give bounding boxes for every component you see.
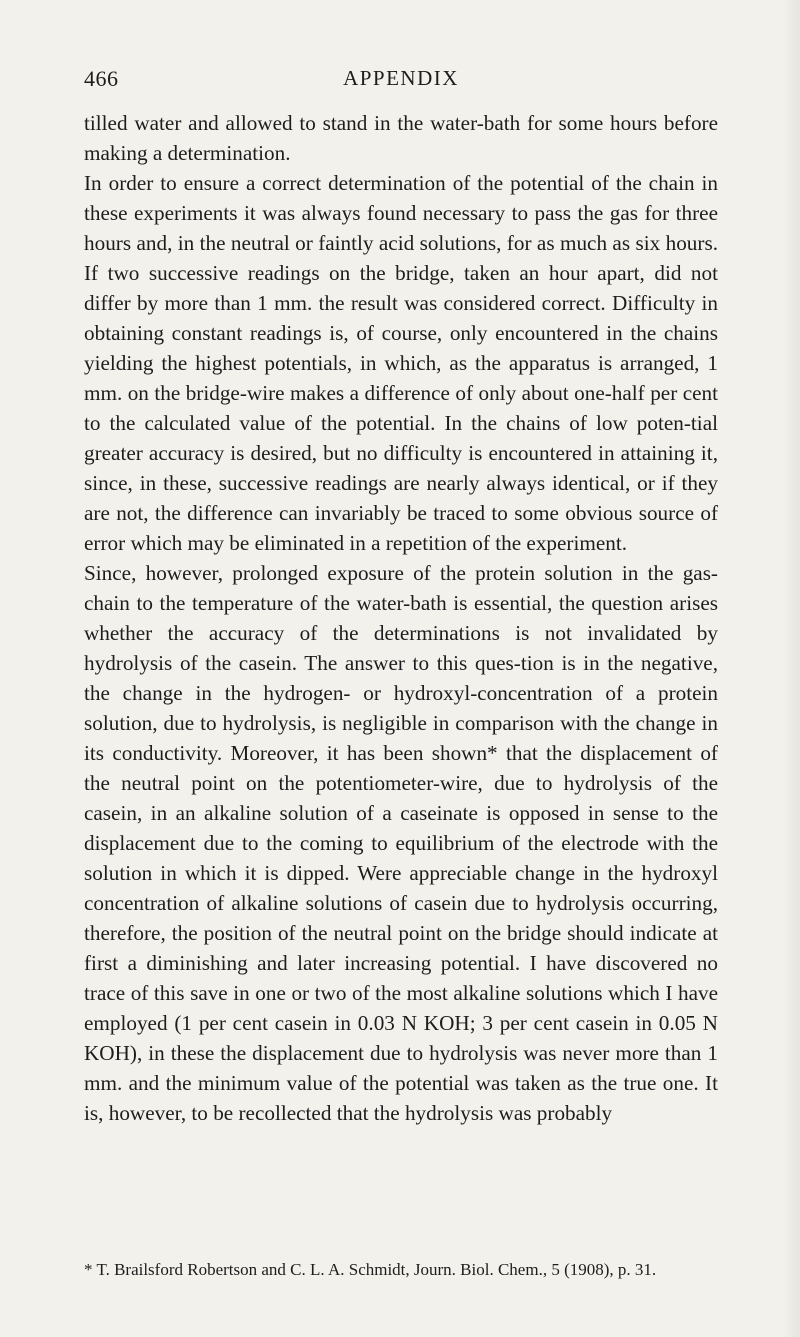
running-head: APPENDIX	[343, 66, 459, 90]
paragraph: In order to ensure a correct determination of the potential of the chain in these experiments it was always found necessary to pass the gas for three hours and, in the neutral or faintly acid solutions, for as much as six hours. If two successive readings on the bridge, taken an hour apart, did not differ by more than 1 mm. the result was considered correct. Difficulty in obtaining constant readings is, of course, only encountered in the chains yielding the highest potentials, in which, as the apparatus is arranged, 1 mm. on the bridge-wire makes a difference of only about one-half per cent to the calculated value of the potential. In the chains of low poten-tial greater accuracy is desired, but no difficulty is encountered in attaining it, since, in these, successive readings are nearly always identical, or if they are not, the difference can invariably be traced to some obvious source of error which may be eliminated in a repetition of the experiment.	[84, 171, 718, 555]
paragraph: Since, however, prolonged exposure of the protein solution in the gas-chain to the temperature of the water-bath is essential, the question arises whether the accuracy of the determinations is not invalidated by hydrolysis of the casein. The answer to this ques-tion is in the negative, the change in the hydrogen- or hydroxyl-concentration of a protein solution, due to hydrolysis, is negligible in comparison with the change in its conductivity. Moreover, it has been shown* that the displacement of the neutral point on the potentiometer-wire, due to hydrolysis of the casein, in an alkaline solution of a caseinate is opposed in sense to the displacement due to the coming to equilibrium of the electrode with the solution in which it is dipped. Were appreciable change in the hydroxyl concentration of alkaline solutions of casein due to hydrolysis occurring, therefore, the position of the neutral point on the bridge should indicate at first a diminishing and later increasing potential. I have discovered no trace of this save in one or two of the most alkaline solutions which I have employed (1 per cent casein in 0.03 N KOH; 3 per cent casein in 0.05 N KOH), in these the displacement due to hydrolysis was never more than 1 mm. and the minimum value of the potential was taken as the true one. It is, however, to be recollected that the hydrolysis was probably	[84, 561, 718, 1125]
footnote: * T. Brailsford Robertson and C. L. A. Schmidt, Journ. Biol. Chem., 5 (1908), p. 31.	[84, 1260, 657, 1279]
page-number: 466	[84, 66, 119, 91]
paragraph-continuation: tilled water and allowed to stand in the water-bath for some hours before making a determination.	[84, 111, 718, 165]
body-text	[84, 108, 718, 1128]
page-edge-shadow	[782, 0, 800, 1337]
page-header	[84, 66, 718, 98]
